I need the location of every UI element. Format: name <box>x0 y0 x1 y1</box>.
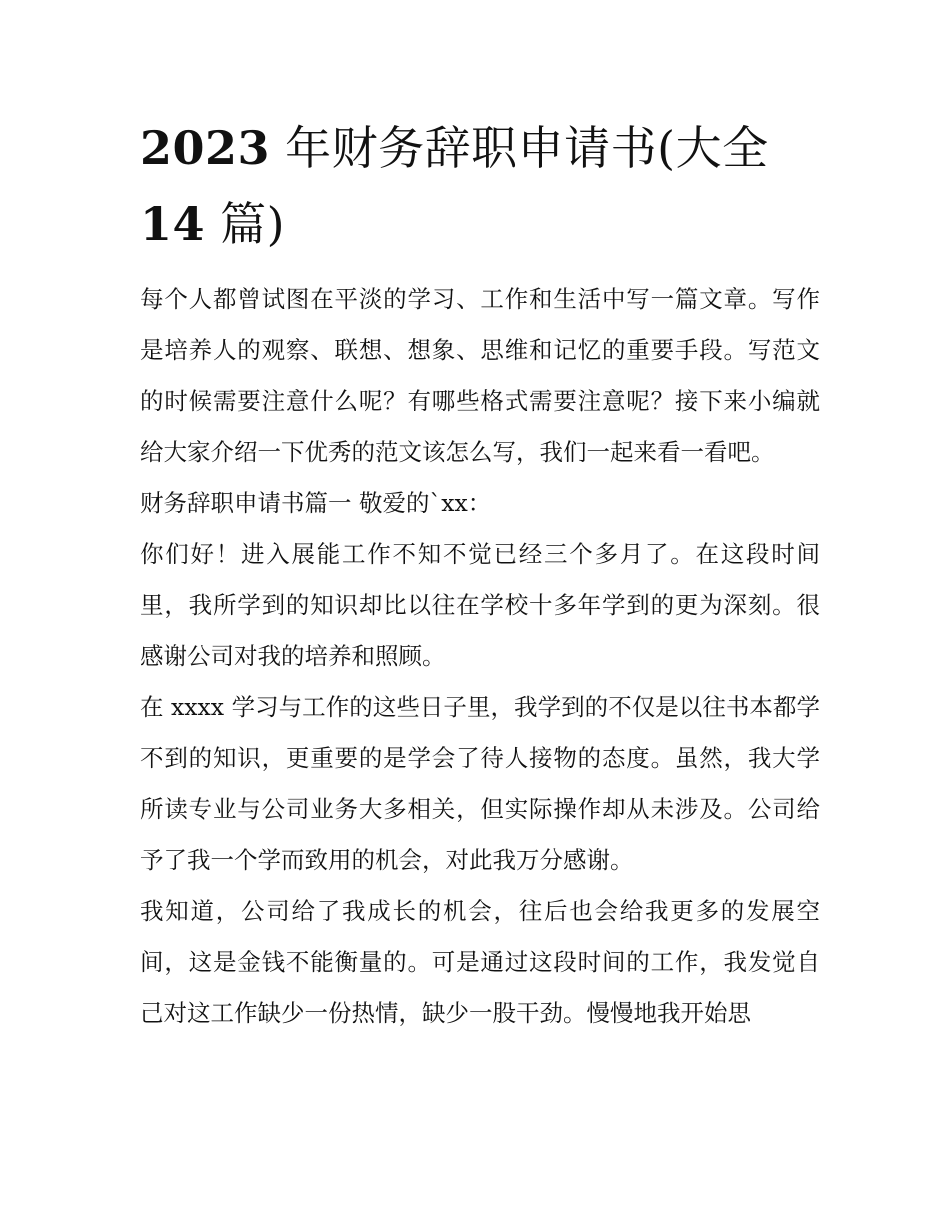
body-paragraph-3: 我知道，公司给了我成长的机会，往后也会给我更多的发展空间，这是金钱不能衡量的。可是通过这段时间的工作，我发觉自己对这工作缺少一份热情，缺少一股干劲。慢慢地我开始思 <box>140 897 820 1027</box>
document-body <box>140 110 820 1039</box>
title-text-end: 篇) <box>220 197 286 251</box>
body-paragraph-1: 你们好！进入展能工作不知不觉已经三个多月了。在这段时间里，我所学到的知识却比以往在学校十多年学到的更为深刻。很感谢公司对我的培养和照顾。 <box>140 540 820 670</box>
title-text-main: 年财务辞职申请书(大全 <box>285 121 769 175</box>
title-year: 2023 <box>140 121 271 175</box>
body-paragraph-2: 在 xxxx 学习与工作的这些日子里，我学到的不仅是以往书本都学不到的知识，更重要的是学会了待人接物的态度。虽然，我大学所读专业与公司业务大多相关，但实际操作却从未涉及。公司给予了我一个学而致用的机会，对此我万分感谢。 <box>140 693 820 874</box>
section-heading-greeting: 财务辞职申请书篇一 敬爱的`xx： <box>140 489 492 517</box>
title-count: 14 <box>140 197 206 251</box>
intro-paragraph: 每个人都曾试图在平淡的学习、工作和生活中写一篇文章。写作是培养人的观察、联想、想象、思维和记忆的重要手段。写范文的时候需要注意什么呢？有哪些格式需要注意呢？接下来小编就给大家介绍一下优秀的范文该怎么写，我们一起来看一看吧。 <box>140 285 820 466</box>
page-title <box>140 110 820 262</box>
